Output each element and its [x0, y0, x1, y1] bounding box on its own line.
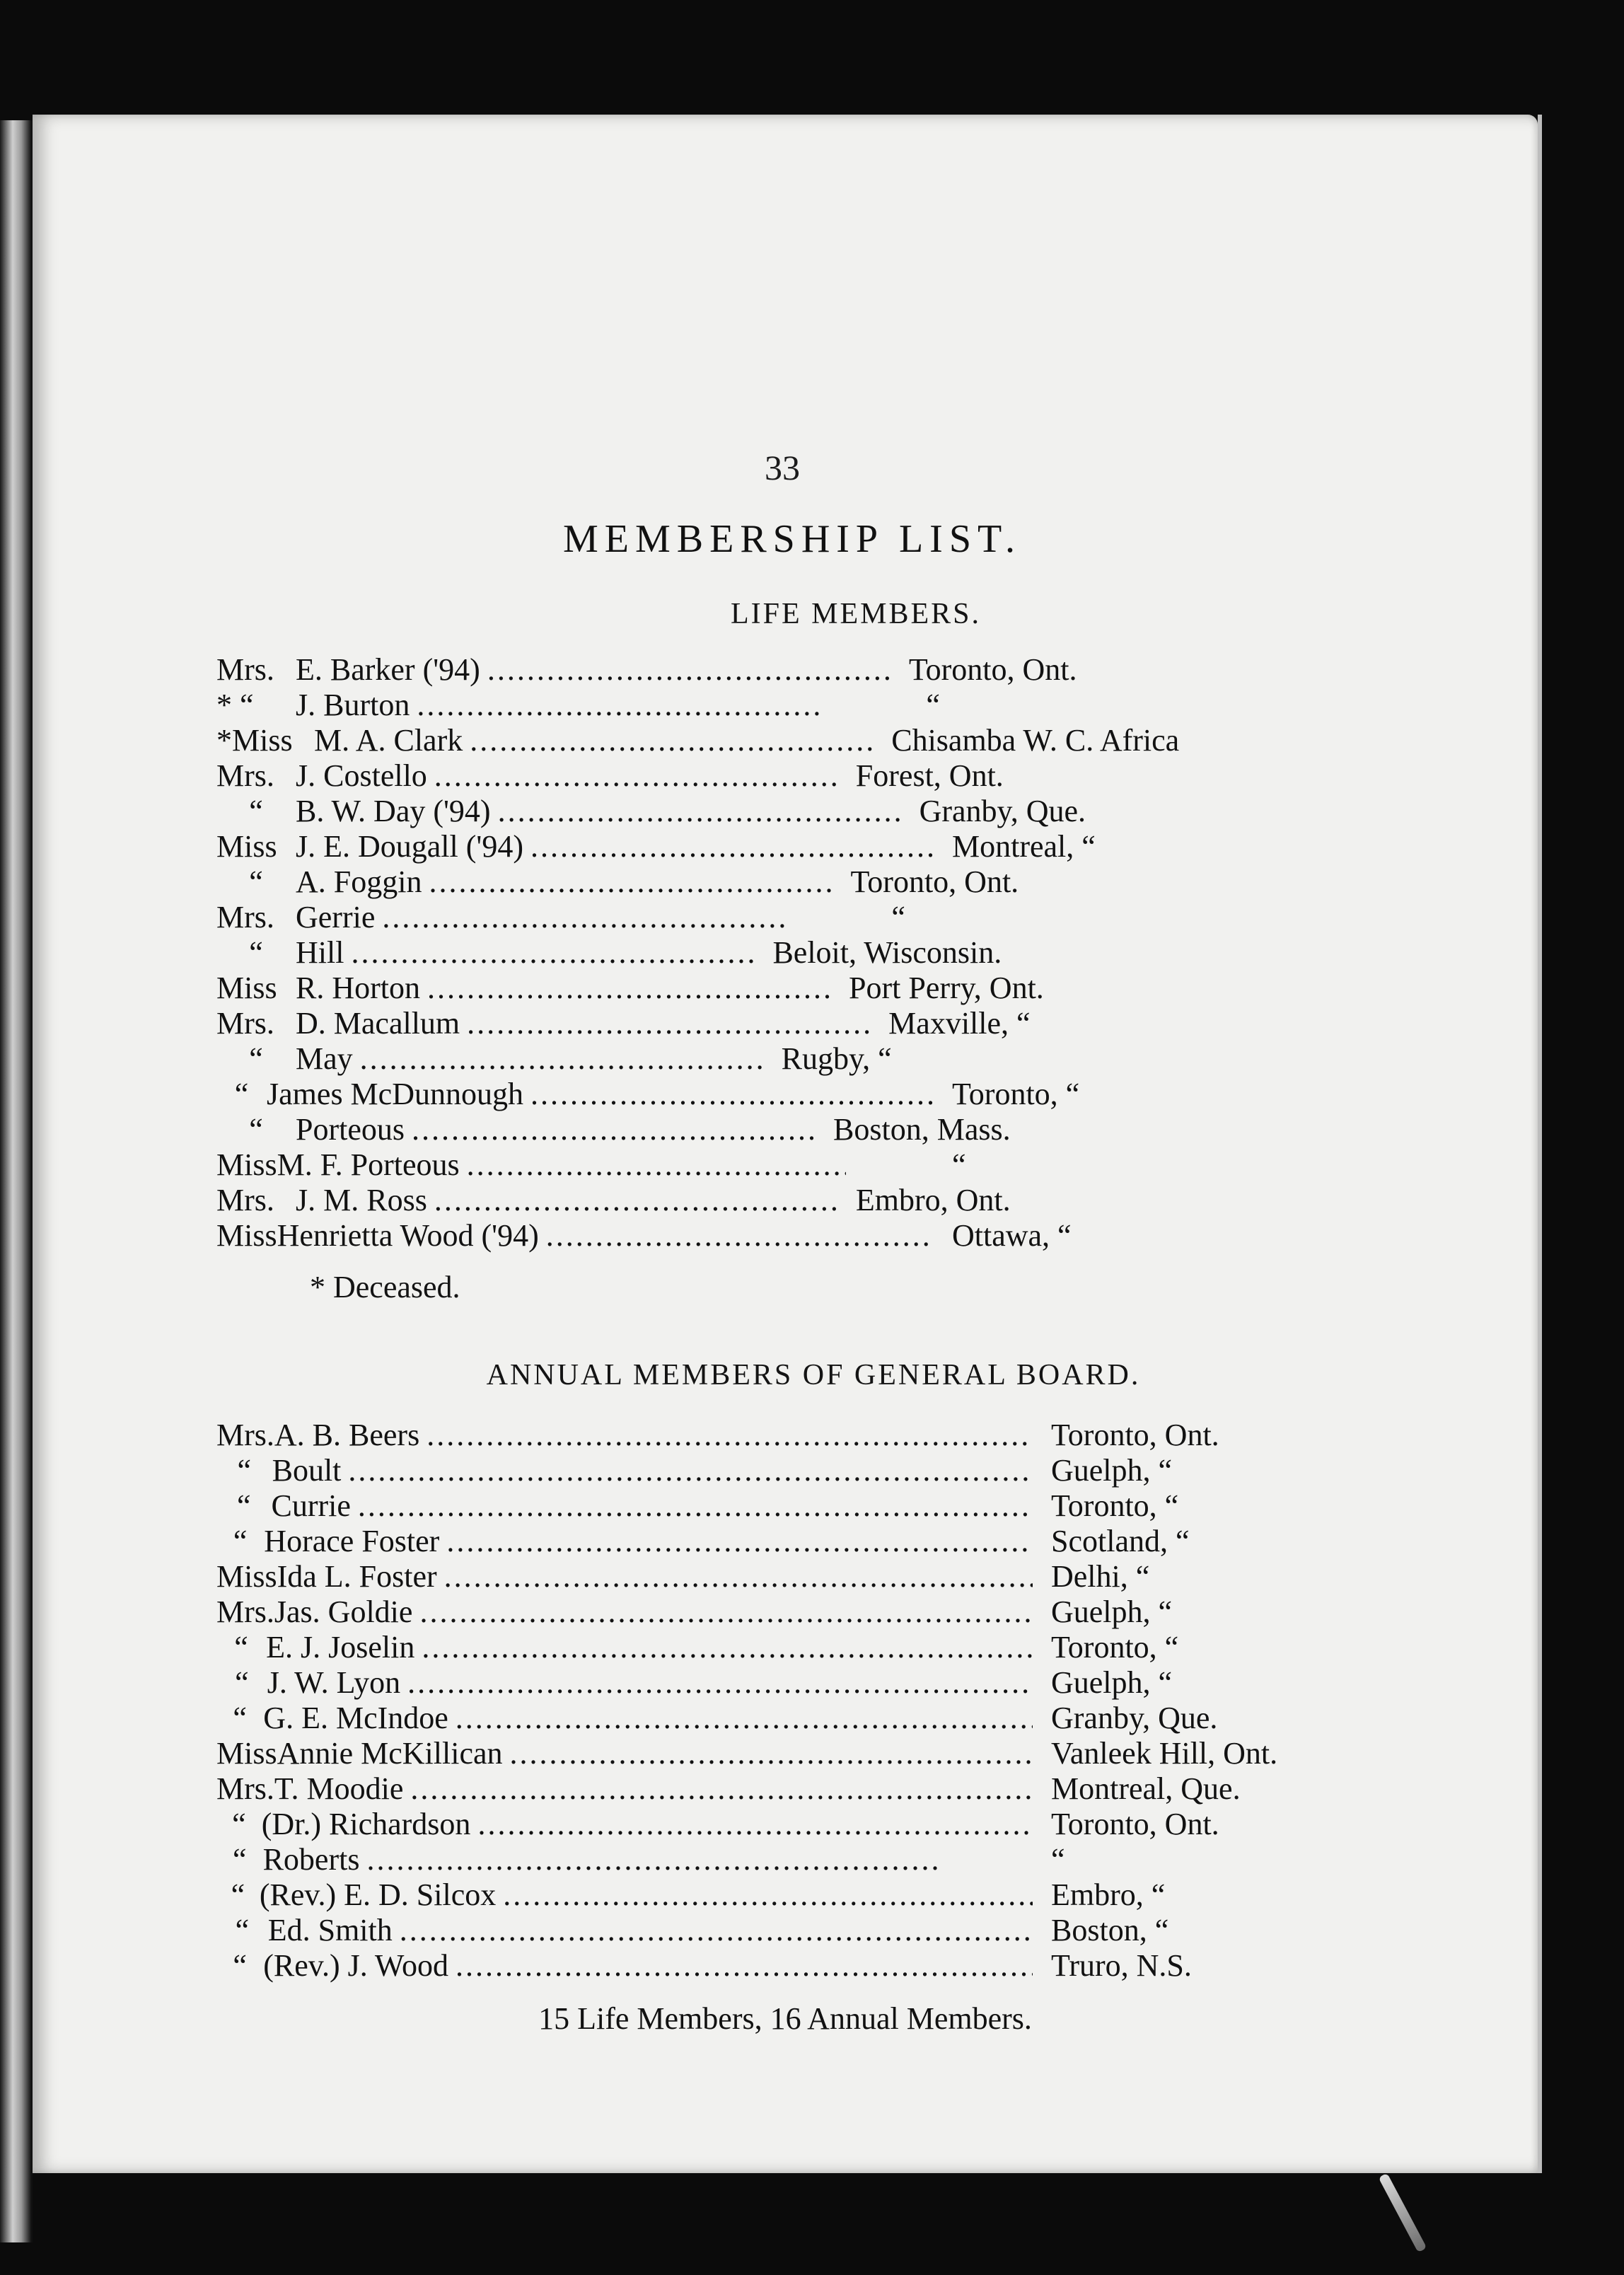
member-place: “ [952, 1147, 966, 1182]
annual-members-list [216, 1418, 1334, 1984]
annual-member-row [216, 1665, 1334, 1701]
member-name: Jas. Goldie [274, 1594, 413, 1629]
member-title: Mrs. [216, 652, 274, 687]
life-member-row [216, 1183, 1320, 1218]
member-title: “ [233, 1948, 247, 1983]
member-title: Miss [216, 1147, 277, 1182]
leader-dots [414, 1630, 1033, 1665]
member-title: “ [233, 1524, 248, 1558]
member-place: Forest, Ont. [855, 758, 1004, 793]
leader-dots [470, 1807, 1033, 1842]
member-place: Montreal, “ [952, 829, 1096, 864]
member-title: Miss [216, 971, 277, 1005]
member-title: Mrs. [216, 1006, 274, 1041]
leader-dots [410, 688, 820, 723]
life-members-list [216, 652, 1320, 1254]
leader-dots [539, 1218, 934, 1254]
annual-member-row [216, 1418, 1334, 1453]
life-member-row [216, 688, 1320, 723]
member-title: “ [234, 1630, 248, 1665]
member-name: Hill [296, 935, 344, 970]
member-place: Toronto, “ [952, 1077, 1080, 1111]
member-place: Granby, Que. [1051, 1701, 1218, 1735]
leader-dots [344, 935, 754, 971]
life-member-row [216, 971, 1320, 1006]
member-name: R. Horton [296, 971, 420, 1005]
leader-dots [422, 864, 832, 900]
member-place: Toronto, “ [1051, 1488, 1179, 1523]
member-place: Boston, Mass. [833, 1112, 1011, 1147]
member-place: Embro, “ [1051, 1877, 1166, 1912]
book-page [33, 115, 1538, 2173]
life-member-row [216, 652, 1320, 688]
member-title: “ [236, 1488, 251, 1523]
annual-member-row [216, 1842, 1334, 1877]
member-name: James McDunnough [267, 1077, 523, 1111]
membership-summary: 15 Life Members, 16 Annual Members. [538, 2001, 1032, 2036]
leader-dots [353, 1041, 763, 1077]
member-place: Embro, Ont. [855, 1183, 1011, 1217]
member-name: D. Macallum [296, 1006, 460, 1041]
leader-dots [491, 794, 901, 829]
annual-member-row [216, 1559, 1334, 1594]
member-name: Annie McKillican [277, 1736, 503, 1771]
leader-dots [480, 652, 891, 688]
member-place: “ [926, 688, 940, 722]
member-title: “ [249, 1112, 263, 1147]
life-member-row [216, 935, 1320, 971]
member-name: Henrietta Wood ('94) [277, 1218, 539, 1253]
member-title: Miss [216, 829, 277, 864]
leader-dots [460, 1006, 870, 1041]
member-name: M. A. Clark [314, 723, 463, 758]
leader-dots [496, 1877, 1033, 1913]
life-member-row [216, 864, 1320, 900]
member-name: E. Barker ('94) [296, 652, 480, 687]
member-place: Scotland, “ [1051, 1524, 1190, 1558]
life-member-row [216, 1147, 1320, 1183]
leader-dots [359, 1842, 938, 1877]
member-name: Horace Foster [264, 1524, 440, 1558]
member-place: Ottawa, “ [952, 1218, 1072, 1253]
member-place: Rugby, “ [781, 1041, 892, 1076]
annual-member-row [216, 1948, 1334, 1984]
leader-dots [448, 1948, 1033, 1984]
member-name: Ida L. Foster [277, 1559, 437, 1594]
page-title: MEMBERSHIP LIST. [562, 517, 1022, 561]
leader-dots [523, 1077, 934, 1112]
annual-member-row [216, 1488, 1334, 1524]
leader-dots [403, 1771, 1033, 1807]
member-title: Miss [216, 1559, 277, 1594]
annual-member-row [216, 1771, 1334, 1807]
scan-artifact [1379, 2173, 1427, 2253]
member-place: Vanleek Hill, Ont. [1051, 1736, 1278, 1771]
member-title: Mrs. [216, 758, 274, 793]
member-name: M. F. Porteous [277, 1147, 460, 1182]
member-place: Truro, N.S. [1051, 1948, 1192, 1983]
member-title: *Miss [216, 723, 293, 758]
member-title: “ [231, 1877, 245, 1912]
member-place: Toronto, Ont. [850, 864, 1019, 899]
member-name: Boult [272, 1453, 342, 1488]
member-place: Delhi, “ [1051, 1559, 1150, 1594]
member-title: “ [233, 1701, 247, 1735]
member-title: Mrs. [216, 900, 274, 934]
member-title: Mrs. [216, 1594, 274, 1629]
life-member-row [216, 829, 1320, 864]
member-name: A. B. Beers [274, 1418, 420, 1452]
member-name: Roberts [262, 1842, 360, 1877]
member-name: Gerrie [296, 900, 376, 934]
member-place: Guelph, “ [1051, 1665, 1173, 1700]
member-name: (Rev.) J. Wood [263, 1948, 448, 1983]
life-member-row [216, 1041, 1320, 1077]
member-name: Porteous [296, 1112, 405, 1147]
leader-dots [420, 971, 830, 1006]
member-place: “ [891, 900, 905, 934]
member-place: Guelph, “ [1051, 1594, 1173, 1629]
annual-member-row [216, 1701, 1334, 1736]
member-name: J. Costello [296, 758, 427, 793]
member-name: G. E. McIndoe [263, 1701, 448, 1735]
member-title: “ [232, 1807, 246, 1841]
leader-dots [412, 1594, 1033, 1630]
member-name: E. J. Joselin [266, 1630, 415, 1665]
leader-dots [463, 723, 873, 758]
member-place: Granby, Que. [919, 794, 1086, 828]
member-title: “ [237, 1453, 252, 1488]
leader-dots [427, 1183, 837, 1218]
member-name: (Rev.) E. D. Silcox [259, 1877, 497, 1912]
leader-dots [437, 1559, 1033, 1594]
leader-dots [523, 829, 934, 864]
annual-member-row [216, 1630, 1334, 1665]
life-member-row [216, 794, 1320, 829]
life-member-row [216, 1112, 1320, 1147]
member-title: “ [234, 1077, 249, 1111]
leader-dots [460, 1147, 846, 1183]
life-member-row [216, 900, 1320, 935]
leader-dots [341, 1453, 1033, 1488]
life-member-row [216, 1006, 1320, 1041]
member-name: T. Moodie [274, 1771, 404, 1806]
member-name: A. Foggin [296, 864, 422, 899]
member-title: “ [235, 1913, 250, 1947]
leader-dots [419, 1418, 1033, 1453]
leader-dots [405, 1112, 815, 1147]
annual-member-row [216, 1453, 1334, 1488]
member-title: Miss [216, 1736, 277, 1771]
life-member-row [216, 723, 1320, 758]
member-title: Miss [216, 1218, 277, 1253]
book-spine-edge [0, 120, 33, 2242]
member-title: * “ [216, 688, 254, 722]
member-name: Ed. Smith [267, 1913, 393, 1947]
annual-member-row [216, 1736, 1334, 1771]
member-name: B. W. Day ('94) [296, 794, 491, 828]
annual-member-row [216, 1807, 1334, 1842]
leader-dots [351, 1488, 1033, 1524]
member-title: Mrs. [216, 1418, 274, 1452]
annual-member-row [216, 1524, 1334, 1559]
member-place: Maxville, “ [888, 1006, 1031, 1041]
annual-member-row [216, 1877, 1334, 1913]
member-title: “ [249, 1041, 263, 1076]
member-name: J. Burton [296, 688, 410, 722]
leader-dots [503, 1736, 1033, 1771]
member-name: May [296, 1041, 353, 1076]
member-title: Mrs. [216, 1771, 274, 1806]
member-title: Mrs. [216, 1183, 274, 1217]
member-place: “ [1051, 1842, 1065, 1877]
page-edge [1538, 115, 1542, 2173]
member-place: Boston, “ [1051, 1913, 1169, 1947]
page-number: 33 [765, 448, 800, 487]
life-member-row [216, 758, 1320, 794]
member-place: Toronto, Ont. [1051, 1807, 1219, 1841]
annual-members-heading: ANNUAL MEMBERS OF GENERAL BOARD. [486, 1359, 1141, 1391]
member-title: “ [249, 935, 263, 970]
leader-dots [393, 1913, 1033, 1948]
member-place: Guelph, “ [1051, 1453, 1173, 1488]
member-place: Toronto, “ [1051, 1630, 1179, 1665]
member-place: Toronto, Ont. [908, 652, 1077, 687]
member-place: Toronto, Ont. [1051, 1418, 1219, 1452]
life-member-row [216, 1218, 1320, 1254]
member-title: “ [249, 794, 263, 828]
member-name: J. E. Dougall ('94) [296, 829, 523, 864]
leader-dots [400, 1665, 1033, 1701]
member-name: J. W. Lyon [267, 1665, 401, 1700]
member-title: “ [233, 1842, 247, 1877]
life-member-row [216, 1077, 1320, 1112]
life-members-heading: LIFE MEMBERS. [730, 598, 982, 630]
member-place: Montreal, Que. [1051, 1771, 1241, 1806]
deceased-footnote: * Deceased. [310, 1270, 460, 1304]
member-title: “ [235, 1665, 249, 1700]
member-name: (Dr.) Richardson [261, 1807, 471, 1841]
annual-member-row [216, 1594, 1334, 1630]
annual-member-row [216, 1913, 1334, 1948]
member-name: Currie [271, 1488, 351, 1523]
leader-dots [439, 1524, 1033, 1559]
member-title: “ [249, 864, 263, 899]
leader-dots [448, 1701, 1033, 1736]
leader-dots [375, 900, 785, 935]
leader-dots [427, 758, 837, 794]
member-place: Chisamba W. C. Africa [891, 723, 1180, 758]
member-place: Port Perry, Ont. [849, 971, 1044, 1005]
member-place: Beloit, Wisconsin. [772, 935, 1002, 970]
member-name: J. M. Ross [296, 1183, 427, 1217]
